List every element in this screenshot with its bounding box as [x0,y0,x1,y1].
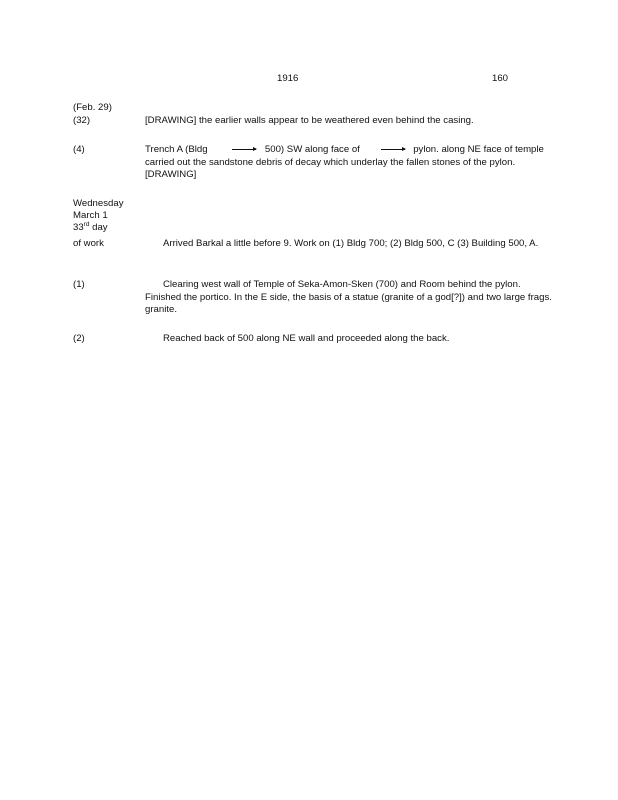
entry-2-text: Reached back of 500 along NE wall and proceeded along the back. [163,333,450,344]
right-arrow-icon [232,149,256,150]
entry-32-text: [DRAWING] the earlier walls appear to be weathered even behind the casing. [145,115,474,126]
entry-1-text: Clearing west wall of Temple of Seka-Amon-Sken (700) and Room behind the pylon. Finished the portico. In the E side, the basis of a statue (granite of a god[?]) and two large frags. granite. [145,279,552,315]
entry-march1-text: Arrived Barkal a little before 9. Work on (1) Bldg 700; (2) Bldg 500, C (3) Building 500, A. [163,238,539,249]
margin-day-ordinal: rd [83,220,90,228]
margin-day-word: day [89,222,108,233]
right-arrow-icon [381,149,405,150]
margin-date-feb29: (Feb. 29) [73,102,112,113]
page-year: 1916 [277,73,299,84]
margin-weekday: Wednesday [73,198,124,209]
margin-ref-4 [73,144,85,156]
margin-ref-2: (2) [73,333,85,344]
entry-4-part-1: Trench A (Bldg [145,144,208,155]
margin-ref-4-label: (4) [73,144,85,155]
margin-day-number: 33 [73,222,84,233]
margin-of-work: of work [73,238,104,249]
margin-day-count [73,222,108,234]
margin-date-march1: March 1 [73,210,108,221]
entry-4-text [145,144,555,182]
entry-4-part-2: 500) SW along face of [264,144,360,155]
margin-ref-1: (1) [73,279,85,290]
margin-ref-32: (32) [73,115,91,126]
page-number: 160 [492,73,509,84]
entry-4-part-3: pylon. along NE face of temple carried out the sandstone debris of decay which underlay the fallen stones of the pylon. [DRAWING] [145,144,544,180]
